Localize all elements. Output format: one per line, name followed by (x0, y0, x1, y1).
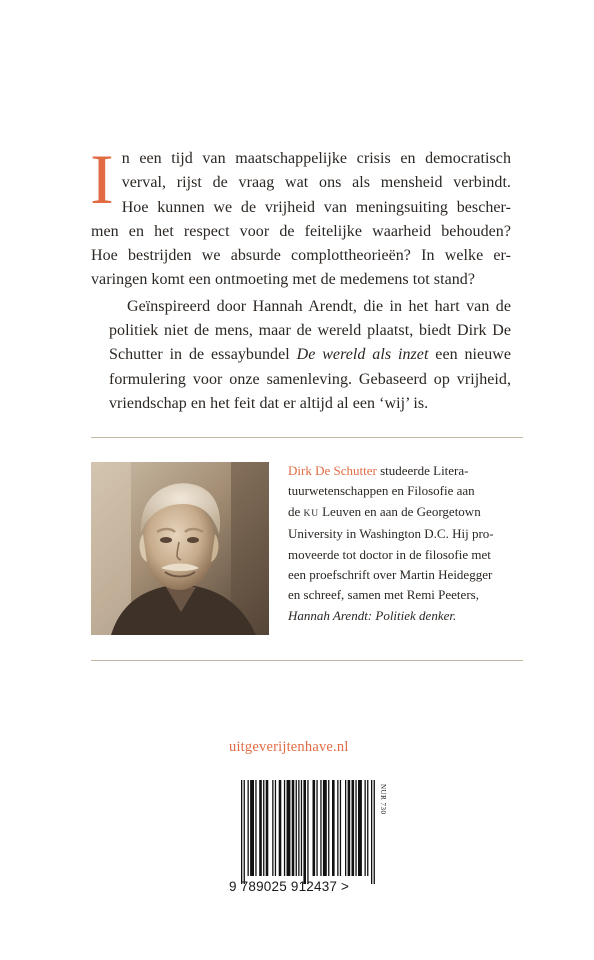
barcode-bar (355, 780, 356, 876)
barcode-bar (328, 780, 329, 876)
barcode-bar (259, 780, 262, 876)
bio-line-title (288, 606, 524, 626)
barcode-bar (371, 780, 372, 884)
barcode-bar (279, 780, 282, 876)
barcode-bar (301, 780, 302, 876)
isbn-barcode (229, 780, 394, 890)
publisher-website-link[interactable]: uitgeverijtenhave.nl (229, 739, 349, 755)
bio-line (288, 461, 524, 481)
bio-line: en schreef, samen met Remi Peeters, (288, 587, 479, 603)
isbn-digits: 9 789025 912437 > (229, 879, 350, 894)
barcode-bar (348, 780, 351, 876)
barcode-bar (332, 780, 335, 876)
blurb-line: vriendschap en het feit dat er altijd al een ‘wij’ is. (109, 394, 429, 412)
blurb-text: Schutter in de essaybundel (109, 346, 297, 364)
blurb-text: een nieuwe (428, 346, 511, 364)
barcode-bar (263, 780, 264, 876)
author-bio (288, 461, 524, 626)
barcode-bar (298, 780, 299, 876)
barcode-bar (337, 780, 338, 876)
blurb-paragraph-1 (90, 141, 511, 293)
barcode-bar (313, 780, 316, 876)
bio-line: tuurwetenschappen en Filosofie aan (288, 483, 475, 499)
bio-line (288, 502, 524, 524)
barcode-bar (284, 780, 285, 876)
university-abbrev: KU (303, 508, 319, 519)
bio-text: studeerde Litera- (376, 463, 469, 478)
nur-code: NUR 730 (379, 784, 387, 815)
bio-line: University in Washington D.C. Hij pro- (288, 526, 494, 542)
bio-text: Leuven en aan de Georgetown (318, 503, 481, 519)
barcode-bar (292, 780, 295, 876)
author-photo (91, 462, 269, 635)
blurb-line: politiek niet de mens, maar de wereld plaatst, biedt Dirk De (109, 322, 511, 340)
barcode-bars (229, 780, 394, 890)
barcode-bar (307, 780, 308, 884)
barcode-bar (266, 780, 269, 876)
barcode-bar (287, 780, 291, 876)
drop-cap: I (90, 141, 114, 219)
divider-bottom (91, 660, 523, 661)
barcode-bar (272, 780, 273, 876)
blurb-line: Hoe bestrijden we absurde complottheorieën? In welke er- (91, 247, 511, 265)
barcode-bar (248, 780, 249, 876)
previous-book-title: Hannah Arendt: Politiek denker. (288, 607, 457, 623)
book-title: De wereld als inzet (296, 346, 429, 364)
barcode-bar (250, 780, 254, 876)
blurb-paragraph-2 (91, 295, 511, 416)
barcode-bar (365, 780, 366, 876)
blurb-line-with-title (91, 343, 511, 367)
barcode-bar (241, 780, 242, 884)
barcode-bar (323, 780, 327, 876)
barcode-bar (320, 780, 321, 876)
barcode-bar (275, 780, 276, 876)
blurb-line: n een tijd van maatschappelijke crisis en democratisch (121, 150, 511, 167)
barcode-bar (316, 780, 317, 876)
barcode-bar (244, 780, 245, 884)
barcode-bar (345, 780, 346, 876)
blurb-line: verval, rijst de vraag wat ons als mensheid verbindt. (121, 174, 511, 192)
author-name: Dirk De Schutter (288, 463, 377, 478)
barcode-bar (352, 780, 355, 876)
barcode-bar (358, 780, 362, 876)
barcode-bar (303, 780, 306, 884)
bio-line: een proefschrift over Martin Heidegger (288, 567, 493, 583)
barcode-bar (255, 780, 256, 876)
blurb-line: Geïnspireerd door Hannah Arendt, die in het hart van de (127, 297, 511, 315)
blurb-line: men en het respect voor de feitelijke waarheid behouden? (91, 222, 511, 240)
barcode-bar (296, 780, 297, 876)
blurb-line: varingen komt een ontmoeting met de medemens tot stand? (91, 271, 475, 289)
blurb-line: formulering voor onze samenleving. Gebaseerd op vrijheid, (109, 370, 511, 388)
back-cover-blurb (90, 141, 511, 416)
barcode-bar (367, 780, 368, 876)
bio-text: de (288, 503, 304, 519)
blurb-line: Hoe kunnen we de vrijheid van meningsuiting bescher- (121, 198, 511, 216)
bio-line: moveerde tot doctor in de filosofie met (288, 546, 491, 562)
divider-top (91, 437, 523, 438)
barcode-bar (340, 780, 341, 876)
